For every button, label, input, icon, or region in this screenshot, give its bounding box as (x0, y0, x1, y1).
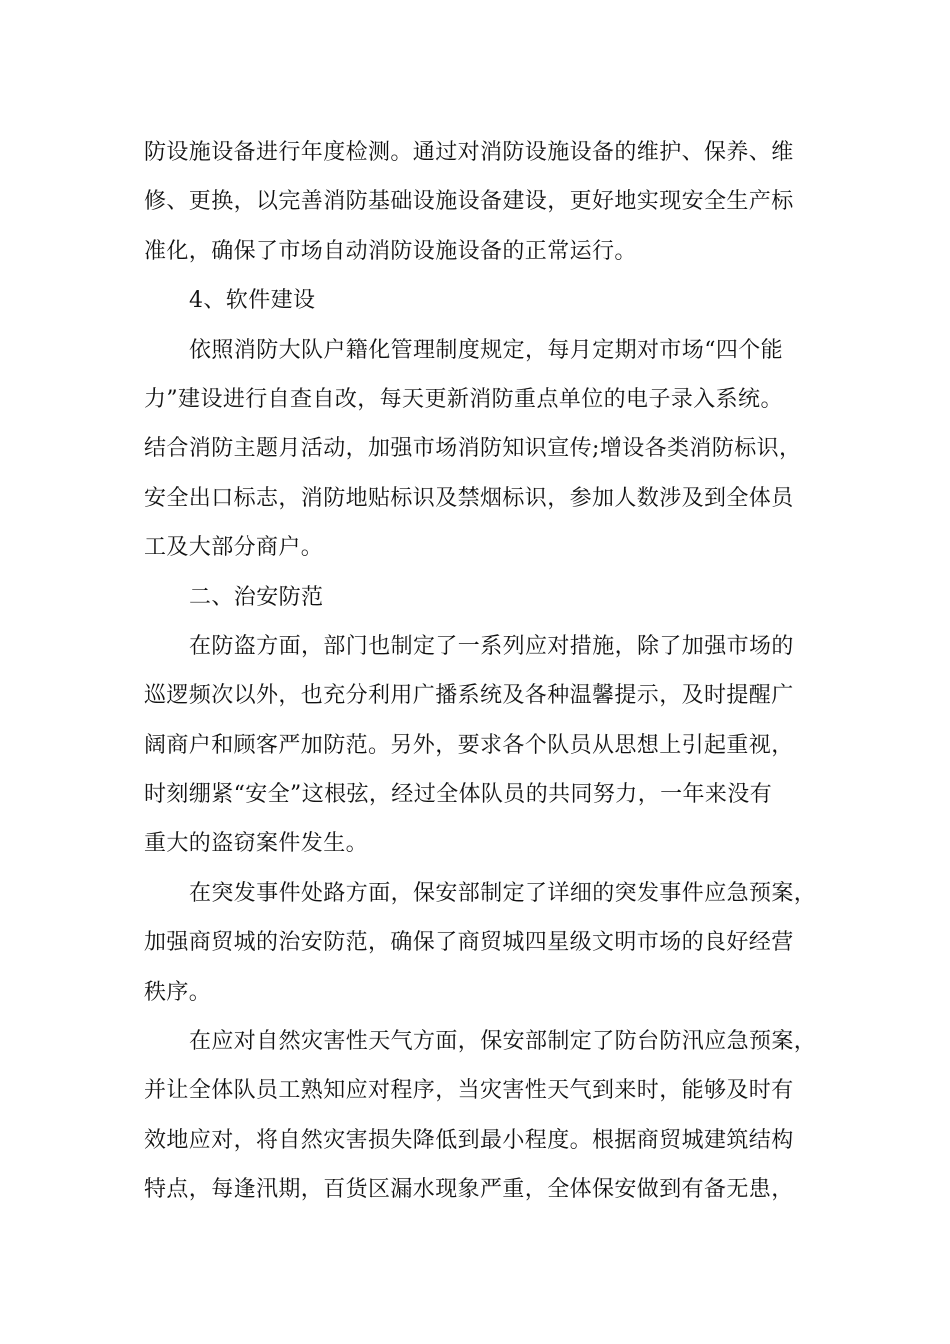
text-line: 加强商贸城的治安防范，确保了商贸城四星级文明市场的良好经营 (144, 930, 794, 956)
text-line: 在应对自然灾害性天气方面，保安部制定了防台防汛应急预案， (189, 1029, 817, 1055)
text-line: 结合消防主题月活动，加强市场消防知识宣传;增设各类消防标识， (144, 436, 802, 462)
text-line: 并让全体队员工熟知应对程序，当灾害性天气到来时，能够及时有 (144, 1078, 794, 1104)
text-line: 依照消防大队户籍化管理制度规定，每月定期对市场“四个能 (189, 337, 784, 363)
text-line: 在突发事件处路方面，保安部制定了详细的突发事件应急预案， (189, 880, 817, 906)
text-line: 安全出口标志，消防地贴标识及禁烟标识，参加人数涉及到全体员 (144, 485, 794, 511)
text-line: 防设施设备进行年度检测。通过对消防设施设备的维护、保养、维 (144, 140, 794, 165)
section-heading-security: 二、治安防范 (189, 584, 324, 610)
text-line: 工及大部分商户。 (144, 535, 324, 561)
text-line: 效地应对，将自然灾害损失降低到最小程度。根据商贸城建筑结构 (144, 1127, 794, 1153)
text-line: 修、更换，以完善消防基础设施设备建设，更好地实现安全生产标 (144, 189, 794, 215)
text-line: 阔商户和顾客严加防范。另外，要求各个队员从思想上引起重视， (144, 732, 794, 758)
text-line: 准化，确保了市场自动消防设施设备的正常运行。 (144, 238, 637, 264)
text-line: 特点，每逢汛期，百货区漏水现象严重，全体保安做到有备无患， (144, 1177, 794, 1203)
text-line: 时刻绷紧“安全”这根弦，经过全体队员的共同努力，一年来没有 (144, 782, 773, 808)
text-line: 力”建设进行自查自改，每天更新消防重点单位的电子录入系统。 (144, 386, 783, 412)
text-line: 巡逻频次以外，也充分利用广播系统及各种温馨提示，及时提醒广 (144, 683, 794, 709)
text-line: 秩序。 (144, 979, 212, 1005)
text-line: 重大的盗窃案件发生。 (144, 831, 369, 857)
document-body (144, 128, 817, 1215)
text-line: 在防盗方面，部门也制定了一系列应对措施，除了加强市场的 (189, 633, 794, 659)
section-heading-software: 4、软件建设 (189, 288, 316, 314)
